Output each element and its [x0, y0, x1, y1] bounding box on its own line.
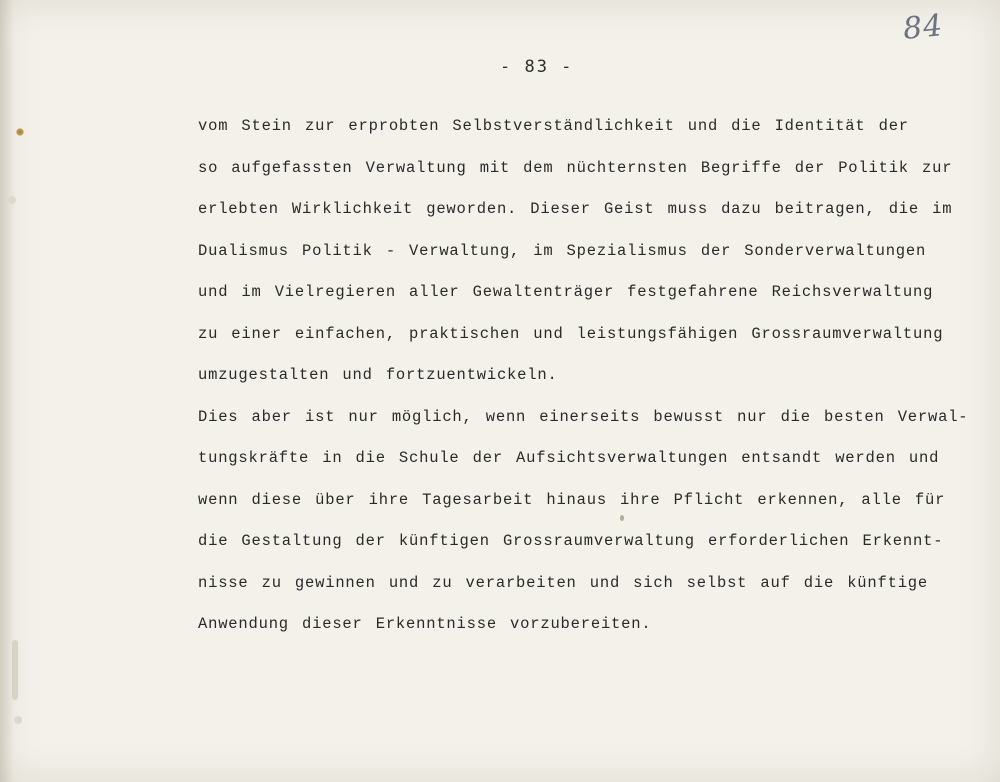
- text-line: so aufgefassten Verwaltung mit dem nüchternsten Begriffe der Politik zur: [198, 158, 953, 177]
- text-line: wenn diese über ihre Tagesarbeit hinaus ihre Pflicht erkennen, alle für: [198, 490, 946, 509]
- typed-body-text: [198, 114, 978, 654]
- punch-hole: [8, 196, 16, 204]
- typed-page-number: - 83 -: [500, 57, 574, 77]
- text-line: nisse zu gewinnen und zu verarbeiten und sich selbst auf die künftige: [198, 573, 929, 592]
- binding-mark: [12, 640, 18, 700]
- staple-mark: [16, 128, 24, 136]
- text-line: und im Vielregieren aller Gewaltenträger festgefahrene Reichsverwaltung: [198, 283, 934, 301]
- text-line: Dualismus Politik - Verwaltung, im Spezialismus der Sonderverwaltungen: [198, 241, 927, 260]
- text-line: Anwendung dieser Erkenntnisse vorzubereiten.: [198, 615, 652, 633]
- text-line: die Gestaltung der künftigen Grossraumverwaltung erforderlichen Erkennt-: [198, 532, 944, 550]
- text-line: tungskräfte in die Schule der Aufsichtsverwaltungen entsandt werden und: [198, 449, 940, 467]
- text-line: vom Stein zur erprobten Selbstverständlichkeit und die Identität der: [198, 117, 909, 135]
- text-line: zu einer einfachen, praktischen und leistungsfähigen Grossraumverwaltung: [198, 324, 944, 343]
- text-line: umzugestalten und fortzuentwickeln.: [198, 366, 558, 384]
- text-line: erlebten Wirklichkeit geworden. Dieser Geist muss dazu beitragen, die im: [198, 200, 953, 218]
- text-line: Dies aber ist nur möglich, wenn einerseits bewusst nur die besten Verwal-: [198, 407, 969, 426]
- handwritten-page-number: 84: [901, 7, 945, 48]
- punch-hole: [14, 716, 22, 724]
